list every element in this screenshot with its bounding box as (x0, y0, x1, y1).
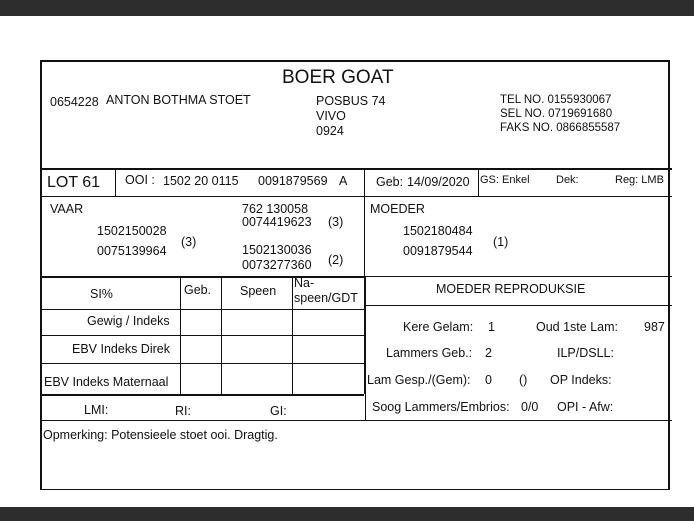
vaar-sire-grade: (3) (328, 215, 344, 229)
breeder-number: 0654228 (50, 95, 99, 109)
vaar-sire-number: 0074419623 (242, 215, 312, 229)
reproduction-title: MOEDER REPRODUKSIE (436, 282, 586, 296)
card-title: BOER GOAT (282, 67, 394, 88)
moeder-number: 0091879544 (403, 244, 473, 258)
lam-gesp-paren: () (519, 373, 528, 387)
si-header: SI% (90, 287, 113, 301)
contact-line: SEL NO. 0719691680 (500, 108, 613, 120)
moeder-id: 1502180484 (403, 224, 473, 238)
ooi-id: 1502 20 0115 (163, 174, 239, 188)
op-indeks-label: OP Indeks: (550, 373, 612, 387)
address-line: 0924 (316, 124, 344, 138)
vaar-dam-id: 1502130036 (242, 243, 312, 257)
moeder-grade: (1) (493, 235, 509, 249)
lammers-geb-label: Lammers Geb.: (386, 346, 473, 360)
si-row-label: Gewig / Indeks (87, 314, 170, 328)
ri-field: RI: (175, 404, 191, 418)
gi-field: GI: (270, 404, 287, 418)
vaar-id: 1502150028 (97, 224, 167, 238)
birth-date-label: Geb: (376, 175, 404, 189)
top-band (0, 0, 694, 16)
reg-field: Reg: LMB (615, 174, 664, 186)
lot-card (40, 60, 670, 490)
moeder-label: MOEDER (370, 202, 425, 216)
kere-gelam-label: Kere Gelam: (403, 320, 474, 334)
lam-gesp-label: Lam Gesp./(Gem): (367, 373, 471, 387)
birth-date: 14/09/2020 (407, 175, 470, 189)
soog-value: 0/0 (521, 400, 539, 414)
address-line: VIVO (316, 109, 346, 123)
ooi-number: 0091879569 (258, 174, 328, 188)
contact-line: FAKS NO. 0866855587 (500, 122, 621, 134)
oud-lam-value: 987 (644, 320, 665, 334)
vaar-dam-number: 0073277360 (242, 258, 312, 272)
address-line: POSBUS 74 (316, 94, 386, 108)
ooi-grade: A (339, 174, 348, 188)
remarks: Opmerking: Potensieele stoet ooi. Dragtig. (43, 428, 278, 442)
vaar-grade: (3) (181, 235, 197, 249)
vaar-number: 0075139964 (97, 244, 167, 258)
ooi-label: OOI : (125, 173, 155, 187)
opi-label: OPI - Afw: (557, 400, 614, 414)
dek-field: Dek: (556, 174, 579, 186)
lammers-geb-value: 2 (485, 346, 492, 360)
contact-line: TEL NO. 0155930067 (500, 94, 612, 106)
ilp-label: ILP/DSLL: (557, 346, 614, 360)
lmi-field: LMI: (84, 403, 109, 417)
si-row-label: EBV Indeks Maternaal (44, 375, 169, 389)
lam-gesp-value: 0 (485, 373, 492, 387)
geb-header: Geb. (184, 283, 212, 297)
breeder-name: ANTON BOTHMA STOET (106, 93, 251, 107)
gs-field: GS: Enkel (480, 174, 530, 186)
vaar-label: VAAR (50, 202, 84, 216)
speen-header: Speen (240, 284, 277, 298)
kere-gelam-value: 1 (488, 320, 495, 334)
vaar-dam-grade: (2) (328, 253, 344, 267)
oud-lam-label: Oud 1ste Lam: (536, 320, 618, 334)
bottom-band (0, 507, 694, 521)
vaar-sire-id: 762 130058 (242, 202, 309, 216)
lot-number: LOT 61 (47, 174, 101, 191)
naspeen-header: Na-speen/GDT (294, 276, 358, 305)
soog-label: Soog Lammers/Embrios: (372, 400, 510, 414)
si-row-label: EBV Indeks Direk (72, 342, 170, 356)
